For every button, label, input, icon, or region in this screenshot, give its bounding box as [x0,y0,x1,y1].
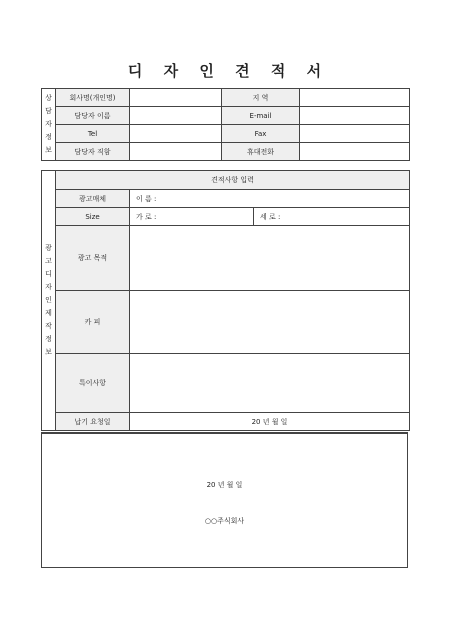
region-label: 지 역 [222,89,300,107]
notes-field[interactable] [130,354,410,413]
copy-field[interactable] [130,291,410,354]
company-name-label: 회사명(개인명) [56,89,130,107]
purpose-field[interactable] [130,226,410,291]
email-field[interactable] [300,107,410,125]
title-char: 인 [199,62,215,80]
mobile-label: 휴대전화 [222,143,300,161]
title-char: 서 [306,62,323,80]
media-name-field[interactable]: 이 름 : [130,190,410,208]
notes-label: 특이사항 [56,354,130,413]
company-name-field[interactable] [130,89,222,107]
design-info-side-label: 광 고 디 자 인 제 작 정 보 [42,171,56,431]
title-char: 자 [163,62,180,80]
contact-name-field[interactable] [130,107,222,125]
purpose-label: 광고 목적 [56,226,130,291]
copy-label: 카 피 [56,291,130,354]
fax-label: Fax [222,125,300,143]
contact-info-side-label: 상 담 자 정 보 [42,89,56,161]
deadline-field[interactable]: 20 년 월 일 [130,413,410,431]
size-label: Size [56,208,130,226]
contact-name-label: 담당자 이름 [56,107,130,125]
region-field[interactable] [300,89,410,107]
width-field[interactable]: 가 로 : [130,208,254,226]
email-label: E-mail [222,107,300,125]
mobile-field[interactable] [300,143,410,161]
contact-title-label: 담당자 직함 [56,143,130,161]
contact-info-table [41,88,410,161]
tel-field[interactable] [130,125,222,143]
contact-title-field[interactable] [130,143,222,161]
media-label: 광고매체 [56,190,130,208]
signature-date: 20 년 월 일 [206,481,243,489]
deadline-label: 납기 요청일 [56,413,130,431]
title-char: 적 [270,62,287,80]
quote-input-header: 견적사항 입력 [56,171,410,190]
title-char: 견 [235,62,251,80]
height-field[interactable]: 세 로 : [254,208,410,226]
tel-label: Tel [56,125,130,143]
company-name: ○○주식회사 [204,517,245,525]
document-title [0,60,450,81]
design-info-table [41,170,410,431]
fax-field[interactable] [300,125,410,143]
signature-box [41,432,408,568]
title-char: 디 [127,62,144,80]
